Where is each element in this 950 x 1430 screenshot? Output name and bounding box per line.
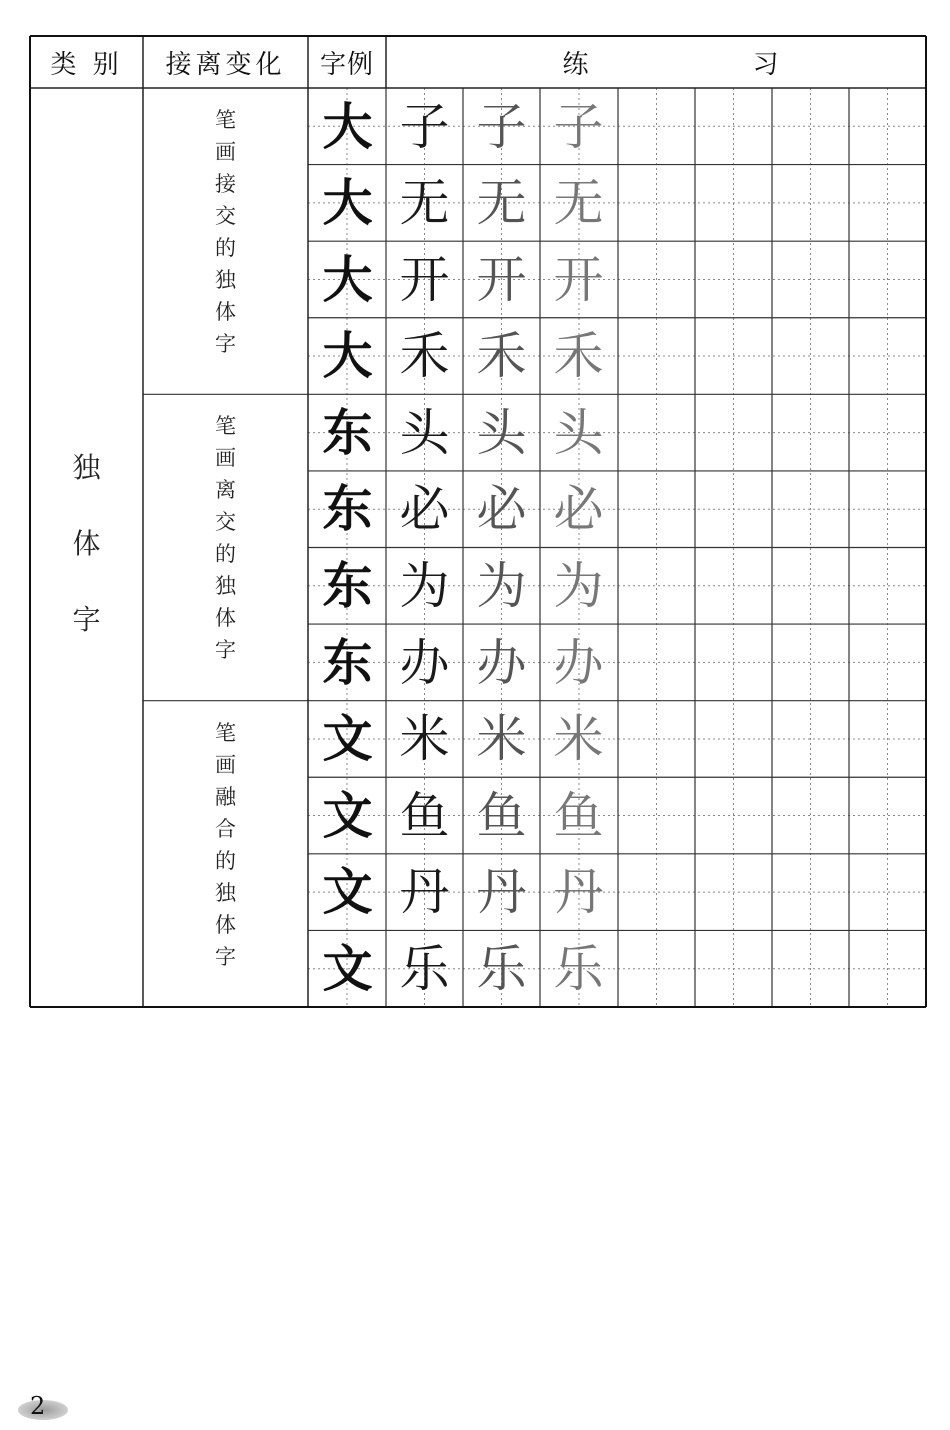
empty-practice-cell xyxy=(772,471,849,548)
page-number-text: 2 xyxy=(30,1392,46,1420)
empty-practice-cell xyxy=(618,854,695,931)
empty-practice-cell xyxy=(695,854,772,931)
empty-practice-cell xyxy=(849,701,926,778)
empty-practice-cell xyxy=(849,88,926,165)
empty-practice-cell xyxy=(695,624,772,701)
empty-practice-cell xyxy=(618,930,695,1007)
tracing-char: 米 xyxy=(476,710,527,769)
tracing-char: 为 xyxy=(476,557,527,615)
tracing-char: 办 xyxy=(553,633,604,692)
tracing-char: 开 xyxy=(476,250,527,309)
tracing-char: 丹 xyxy=(553,863,604,922)
example-char: 大 xyxy=(322,250,373,309)
variation-char: 画 xyxy=(215,446,236,471)
empty-practice-cell xyxy=(695,701,772,778)
category-char: 体 xyxy=(72,527,101,560)
tracing-char: 头 xyxy=(553,403,604,462)
empty-practice-cell xyxy=(618,548,695,625)
empty-practice-cell xyxy=(618,701,695,778)
header-practice-1: 练 xyxy=(562,49,593,80)
empty-practice-cell xyxy=(772,241,849,318)
empty-practice-cell xyxy=(695,241,772,318)
empty-practice-cell xyxy=(849,624,926,701)
empty-practice-cell xyxy=(618,394,695,471)
empty-practice-cell xyxy=(849,471,926,548)
empty-practice-cell xyxy=(695,318,772,395)
practice-char: 必 xyxy=(399,480,450,539)
tracing-char: 必 xyxy=(476,480,527,539)
variation-char: 接 xyxy=(215,172,236,196)
empty-practice-cell xyxy=(849,318,926,395)
tracing-char: 鱼 xyxy=(476,786,527,845)
empty-practice-cell xyxy=(618,624,695,701)
practice-char: 鱼 xyxy=(399,786,450,845)
variation-char: 交 xyxy=(215,510,236,535)
practice-char: 禾 xyxy=(399,327,450,386)
category-label xyxy=(30,430,143,658)
empty-practice-cell xyxy=(772,777,849,854)
empty-practice-cell xyxy=(772,701,849,778)
example-char: 东 xyxy=(322,557,373,615)
empty-practice-cell xyxy=(772,165,849,242)
variation-char: 体 xyxy=(215,300,236,324)
empty-practice-cell xyxy=(849,241,926,318)
example-char: 文 xyxy=(322,786,373,845)
variation-char: 笔 xyxy=(215,414,236,439)
tracing-char: 禾 xyxy=(476,327,527,386)
category-char: 字 xyxy=(72,603,101,636)
variation-char: 笔 xyxy=(215,720,236,745)
variation-label xyxy=(143,104,308,360)
empty-practice-cell xyxy=(695,165,772,242)
empty-practice-cell xyxy=(618,471,695,548)
empty-practice-cell xyxy=(618,318,695,395)
example-char: 文 xyxy=(322,710,373,769)
empty-practice-cell xyxy=(618,88,695,165)
variation-char: 体 xyxy=(215,912,236,937)
variation-char: 离 xyxy=(215,478,236,503)
tracing-char: 为 xyxy=(553,557,604,615)
variation-char: 字 xyxy=(215,638,236,663)
practice-char: 开 xyxy=(399,250,450,309)
empty-practice-cell xyxy=(772,854,849,931)
empty-practice-cell xyxy=(695,777,772,854)
tracing-char: 头 xyxy=(476,403,527,462)
page-number xyxy=(18,1392,68,1424)
header-variation: 接离变化 xyxy=(165,49,286,80)
variation-char: 独 xyxy=(215,268,236,292)
variation-char: 体 xyxy=(215,606,236,631)
practice-char: 丹 xyxy=(399,863,450,922)
empty-practice-cell xyxy=(849,854,926,931)
variation-char: 的 xyxy=(215,236,236,260)
variation-char: 的 xyxy=(215,542,236,567)
empty-practice-cell xyxy=(849,394,926,471)
variation-char: 独 xyxy=(215,574,236,599)
example-char: 东 xyxy=(322,480,373,539)
tracing-char: 鱼 xyxy=(553,786,604,845)
variation-char: 交 xyxy=(215,204,236,228)
category-char: 独 xyxy=(72,451,101,484)
empty-practice-cell xyxy=(772,318,849,395)
variation-char: 独 xyxy=(215,880,236,905)
variation-char: 融 xyxy=(215,784,236,809)
example-char: 东 xyxy=(322,633,373,692)
header-example: 字例 xyxy=(319,49,374,80)
empty-practice-cell xyxy=(695,394,772,471)
variation-char: 字 xyxy=(215,332,236,356)
tracing-char: 丹 xyxy=(476,863,527,922)
empty-practice-cell xyxy=(618,777,695,854)
example-char: 大 xyxy=(322,327,373,386)
tracing-char: 乐 xyxy=(476,939,527,998)
tracing-char: 无 xyxy=(476,174,527,233)
tracing-char: 米 xyxy=(553,710,604,769)
empty-practice-cell xyxy=(772,548,849,625)
practice-char: 米 xyxy=(399,710,450,769)
variation-char: 画 xyxy=(215,140,236,164)
example-char: 东 xyxy=(322,403,373,462)
practice-char: 乐 xyxy=(399,939,450,998)
tracing-char: 子 xyxy=(553,97,604,156)
practice-char: 头 xyxy=(399,403,450,462)
empty-practice-cell xyxy=(849,548,926,625)
variation-char: 合 xyxy=(215,816,236,841)
empty-practice-cell xyxy=(772,930,849,1007)
empty-practice-cell xyxy=(772,88,849,165)
empty-practice-cell xyxy=(695,88,772,165)
tracing-char: 开 xyxy=(553,250,604,309)
tracing-char: 必 xyxy=(553,480,604,539)
header-category: 类 别 xyxy=(50,49,123,80)
variation-char: 笔 xyxy=(215,108,236,132)
variation-char: 字 xyxy=(215,944,236,969)
variation-label xyxy=(143,410,308,666)
practice-char: 无 xyxy=(399,174,450,233)
practice-char: 为 xyxy=(399,557,450,615)
variation-char: 画 xyxy=(215,752,236,777)
header-practice-2: 习 xyxy=(752,49,783,80)
tracing-char: 乐 xyxy=(553,939,604,998)
empty-practice-cell xyxy=(695,930,772,1007)
empty-practice-cell xyxy=(849,777,926,854)
empty-practice-cell xyxy=(618,241,695,318)
empty-practice-cell xyxy=(849,930,926,1007)
practice-char: 子 xyxy=(399,97,450,156)
example-char: 文 xyxy=(322,939,373,998)
tracing-char: 办 xyxy=(476,633,527,692)
example-char: 大 xyxy=(322,97,373,156)
example-char: 文 xyxy=(322,863,373,922)
empty-practice-cell xyxy=(695,548,772,625)
variation-label xyxy=(143,717,308,973)
tracing-char: 无 xyxy=(553,174,604,233)
tracing-char: 子 xyxy=(476,97,527,156)
empty-practice-cell xyxy=(618,165,695,242)
empty-practice-cell xyxy=(849,165,926,242)
variation-char: 的 xyxy=(215,848,236,873)
empty-practice-cell xyxy=(772,394,849,471)
tracing-char: 禾 xyxy=(553,327,604,386)
empty-practice-cell xyxy=(772,624,849,701)
example-char: 大 xyxy=(322,174,373,233)
practice-char: 办 xyxy=(399,633,450,692)
empty-practice-cell xyxy=(695,471,772,548)
